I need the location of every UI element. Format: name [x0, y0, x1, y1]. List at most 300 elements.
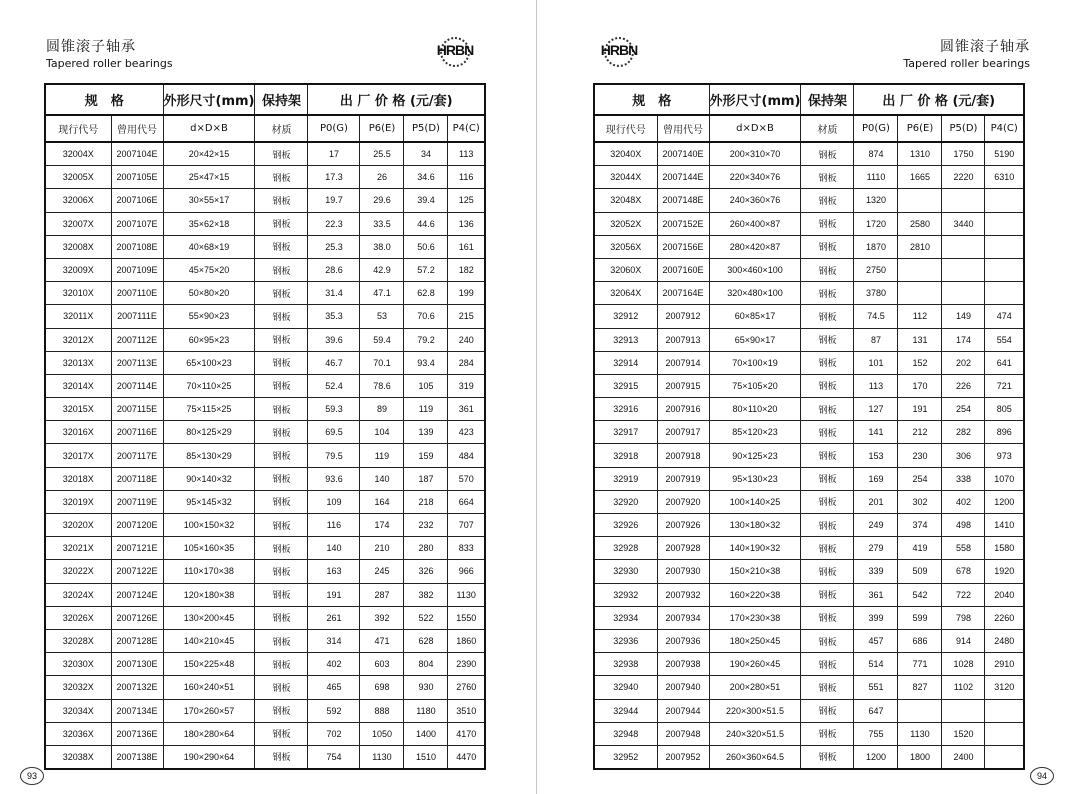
- table-cell: 钢板: [255, 560, 308, 583]
- table-cell: 254: [898, 467, 942, 490]
- table-cell: 1130: [448, 583, 485, 606]
- table-cell: 2007160E: [657, 258, 709, 281]
- table-cell: 32015X: [45, 398, 111, 421]
- header-spec: 规 格: [594, 84, 709, 115]
- table-row: [45, 235, 485, 258]
- table-cell: 25×47×15: [163, 166, 255, 189]
- table-cell: 钢板: [801, 189, 854, 212]
- table-cell: 721: [985, 374, 1024, 397]
- table-cell: 116: [308, 514, 360, 537]
- table-cell: 2220: [942, 166, 985, 189]
- page-title-cn: 圆锥滚子轴承: [46, 39, 136, 55]
- table-cell: 2007116E: [111, 421, 163, 444]
- table-cell: 2007118E: [111, 467, 163, 490]
- table-cell: 218: [404, 490, 448, 513]
- col-old-code: 曾用代号: [111, 115, 163, 142]
- table-cell: 319: [448, 374, 485, 397]
- table-cell: 542: [898, 583, 942, 606]
- table-cell: 50×80×20: [163, 282, 255, 305]
- table-cell: 110×170×38: [163, 560, 255, 583]
- table-row: [594, 514, 1024, 537]
- table-cell: 34.6: [404, 166, 448, 189]
- table-cell: 2580: [898, 212, 942, 235]
- table-row: [594, 189, 1024, 212]
- table-cell: 279: [854, 537, 898, 560]
- table-cell: 32024X: [45, 583, 111, 606]
- table-cell: 32913: [594, 328, 657, 351]
- table-cell: 2007104E: [111, 142, 163, 166]
- table-row: [594, 676, 1024, 699]
- table-cell: 457: [854, 629, 898, 652]
- col-p5: P5(D): [942, 115, 985, 142]
- table-cell: 钢板: [801, 722, 854, 745]
- table-cell: 161: [448, 235, 485, 258]
- table-row: [594, 444, 1024, 467]
- table-cell: 钢板: [255, 653, 308, 676]
- table-cell: 302: [898, 490, 942, 513]
- table-cell: [942, 235, 985, 258]
- table-cell: 32912: [594, 305, 657, 328]
- table-cell: 2040: [985, 583, 1024, 606]
- table-cell: 59.3: [308, 398, 360, 421]
- table-cell: 101: [854, 351, 898, 374]
- table-cell: 39.4: [404, 189, 448, 212]
- table-row: [45, 374, 485, 397]
- table-cell: 32019X: [45, 490, 111, 513]
- table-cell: 32918: [594, 444, 657, 467]
- table-cell: 149: [942, 305, 985, 328]
- table-cell: 798: [942, 606, 985, 629]
- table-cell: 554: [985, 328, 1024, 351]
- col-material: 材质: [255, 115, 308, 142]
- table-cell: 514: [854, 653, 898, 676]
- table-cell: 3120: [985, 676, 1024, 699]
- table-cell: 141: [854, 421, 898, 444]
- table-cell: 1665: [898, 166, 942, 189]
- table-cell: 2810: [898, 235, 942, 258]
- table-row: [594, 653, 1024, 676]
- table-cell: 32928: [594, 537, 657, 560]
- table-cell: 29.6: [360, 189, 404, 212]
- table-cell: 钢板: [801, 629, 854, 652]
- table-cell: 163: [308, 560, 360, 583]
- table-cell: 50.6: [404, 235, 448, 258]
- right-page: [537, 0, 1074, 794]
- table-cell: 833: [448, 537, 485, 560]
- table-cell: 2007109E: [111, 258, 163, 281]
- table-cell: 374: [898, 514, 942, 537]
- table-cell: 32007X: [45, 212, 111, 235]
- table-cell: 32952: [594, 745, 657, 769]
- table-cell: 32920: [594, 490, 657, 513]
- table-cell: 34: [404, 142, 448, 166]
- table-cell: [985, 258, 1024, 281]
- table-cell: 190×260×45: [709, 653, 801, 676]
- table-row: [45, 583, 485, 606]
- table-cell: 2007144E: [657, 166, 709, 189]
- table-cell: 25.5: [360, 142, 404, 166]
- table-cell: 2007934: [657, 606, 709, 629]
- table-cell: 2910: [985, 653, 1024, 676]
- table-cell: 382: [404, 583, 448, 606]
- table-row: [594, 374, 1024, 397]
- table-cell: 75×115×25: [163, 398, 255, 421]
- table-cell: 280×420×87: [709, 235, 801, 258]
- table-cell: 140×190×32: [709, 537, 801, 560]
- table-cell: 170×260×57: [163, 699, 255, 722]
- table-cell: 100×150×32: [163, 514, 255, 537]
- table-cell: 361: [448, 398, 485, 421]
- table-cell: 32948: [594, 722, 657, 745]
- table-cell: 127: [854, 398, 898, 421]
- table-cell: 2007938: [657, 653, 709, 676]
- table-cell: 2007124E: [111, 583, 163, 606]
- table-cell: [942, 258, 985, 281]
- col-current-code: 现行代号: [45, 115, 111, 142]
- table-cell: 140: [360, 467, 404, 490]
- table-cell: 钢板: [801, 467, 854, 490]
- table-row: [594, 560, 1024, 583]
- table-cell: [985, 189, 1024, 212]
- table-cell: 钢板: [255, 745, 308, 769]
- header-spec: 规 格: [45, 84, 163, 115]
- table-row: [45, 606, 485, 629]
- table-cell: 2007111E: [111, 305, 163, 328]
- table-cell: 1800: [898, 745, 942, 769]
- table-row: [45, 166, 485, 189]
- table-cell: 钢板: [255, 374, 308, 397]
- table-cell: 678: [942, 560, 985, 583]
- table-cell: 707: [448, 514, 485, 537]
- table-cell: 32936: [594, 629, 657, 652]
- table-cell: 100×140×25: [709, 490, 801, 513]
- table-cell: 2007932: [657, 583, 709, 606]
- table-cell: [942, 699, 985, 722]
- table-cell: 686: [898, 629, 942, 652]
- header-cage: 保持架: [255, 84, 308, 115]
- table-cell: 2007940: [657, 676, 709, 699]
- table-cell: 1110: [854, 166, 898, 189]
- table-cell: 钢板: [801, 421, 854, 444]
- table-row: [45, 328, 485, 351]
- table-cell: 150×225×48: [163, 653, 255, 676]
- table-cell: 79.2: [404, 328, 448, 351]
- table-cell: 20×42×15: [163, 142, 255, 166]
- table-row: [45, 305, 485, 328]
- table-cell: 2007156E: [657, 235, 709, 258]
- table-cell: 钢板: [255, 189, 308, 212]
- table-cell: 109: [308, 490, 360, 513]
- table-cell: 174: [360, 514, 404, 537]
- table-cell: 282: [942, 421, 985, 444]
- table-cell: 1580: [985, 537, 1024, 560]
- table-row: [45, 514, 485, 537]
- table-cell: 32914: [594, 351, 657, 374]
- table-cell: 钢板: [801, 258, 854, 281]
- table-cell: 89: [360, 398, 404, 421]
- table-cell: 419: [898, 537, 942, 560]
- table-cell: 104: [360, 421, 404, 444]
- table-cell: 120×180×38: [163, 583, 255, 606]
- table-cell: 79.5: [308, 444, 360, 467]
- table-cell: [942, 189, 985, 212]
- table-cell: 874: [854, 142, 898, 166]
- table-cell: 钢板: [801, 351, 854, 374]
- table-cell: 105×160×35: [163, 537, 255, 560]
- table-cell: 1520: [942, 722, 985, 745]
- table-cell: 2400: [942, 745, 985, 769]
- table-cell: 139: [404, 421, 448, 444]
- table-cell: 130×180×32: [709, 514, 801, 537]
- table-row: [45, 398, 485, 421]
- table-cell: 钢板: [801, 606, 854, 629]
- table-cell: 32038X: [45, 745, 111, 769]
- table-cell: 25.3: [308, 235, 360, 258]
- table-cell: 44.6: [404, 212, 448, 235]
- table-cell: 498: [942, 514, 985, 537]
- table-cell: 647: [854, 699, 898, 722]
- table-row: [594, 258, 1024, 281]
- table-cell: 59.4: [360, 328, 404, 351]
- table-cell: 32036X: [45, 722, 111, 745]
- table-cell: 210: [360, 537, 404, 560]
- table-cell: 钢板: [801, 444, 854, 467]
- table-cell: 2007136E: [111, 722, 163, 745]
- table-cell: 119: [404, 398, 448, 421]
- table-cell: 2390: [448, 653, 485, 676]
- table-cell: 钢板: [801, 745, 854, 769]
- table-cell: [898, 282, 942, 305]
- table-cell: 140: [308, 537, 360, 560]
- table-cell: [985, 699, 1024, 722]
- table-cell: 314: [308, 629, 360, 652]
- table-cell: 钢板: [255, 676, 308, 699]
- col-p0: P0(G): [308, 115, 360, 142]
- table-cell: 32060X: [594, 258, 657, 281]
- table-cell: 22.3: [308, 212, 360, 235]
- table-cell: 35×62×18: [163, 212, 255, 235]
- table-cell: 80×125×29: [163, 421, 255, 444]
- table-cell: 2007936: [657, 629, 709, 652]
- table-cell: 2007128E: [111, 629, 163, 652]
- table-cell: 钢板: [255, 305, 308, 328]
- header-dimensions: 外形尺寸(mm): [163, 84, 255, 115]
- hrbn-logo: [431, 36, 479, 68]
- table-cell: 1720: [854, 212, 898, 235]
- col-dxdxb: d×D×B: [709, 115, 801, 142]
- table-cell: 170: [898, 374, 942, 397]
- header-dimensions: 外形尺寸(mm): [709, 84, 801, 115]
- table-cell: [985, 282, 1024, 305]
- table-cell: 170×230×38: [709, 606, 801, 629]
- table-cell: 2480: [985, 629, 1024, 652]
- table-body: [594, 142, 1024, 769]
- table-row: [45, 629, 485, 652]
- table-cell: 钢板: [801, 560, 854, 583]
- table-cell: 755: [854, 722, 898, 745]
- table-cell: 33.5: [360, 212, 404, 235]
- table-cell: 1130: [360, 745, 404, 769]
- table-cell: 钢板: [255, 258, 308, 281]
- table-cell: [898, 258, 942, 281]
- table-cell: 42.9: [360, 258, 404, 281]
- table-cell: 200×280×51: [709, 676, 801, 699]
- table-cell: 160×220×38: [709, 583, 801, 606]
- table-cell: 2007122E: [111, 560, 163, 583]
- table-cell: 钢板: [255, 166, 308, 189]
- table-row: [594, 328, 1024, 351]
- table-row: [45, 699, 485, 722]
- table-cell: 40×68×19: [163, 235, 255, 258]
- table-cell: 17: [308, 142, 360, 166]
- table-body: [45, 142, 485, 769]
- table-cell: 53: [360, 305, 404, 328]
- table-cell: 570: [448, 467, 485, 490]
- table-cell: 1028: [942, 653, 985, 676]
- table-row: [594, 305, 1024, 328]
- table-cell: 钢板: [255, 421, 308, 444]
- table-cell: 17.3: [308, 166, 360, 189]
- table-cell: 钢板: [801, 514, 854, 537]
- table-cell: 119: [360, 444, 404, 467]
- table-cell: 2007140E: [657, 142, 709, 166]
- table-cell: 702: [308, 722, 360, 745]
- table-cell: 32919: [594, 467, 657, 490]
- table-cell: 90×125×23: [709, 444, 801, 467]
- table-cell: 973: [985, 444, 1024, 467]
- table-cell: 95×145×32: [163, 490, 255, 513]
- table-row: [594, 467, 1024, 490]
- table-cell: 32926: [594, 514, 657, 537]
- table-cell: 2007928: [657, 537, 709, 560]
- table-cell: 805: [985, 398, 1024, 421]
- table-cell: 2007152E: [657, 212, 709, 235]
- table-cell: 896: [985, 421, 1024, 444]
- table-cell: 3510: [448, 699, 485, 722]
- table-cell: 32032X: [45, 676, 111, 699]
- table-cell: 2260: [985, 606, 1024, 629]
- header-cage: 保持架: [801, 84, 854, 115]
- table-cell: 2007916: [657, 398, 709, 421]
- table-cell: 474: [985, 305, 1024, 328]
- table-cell: 402: [308, 653, 360, 676]
- table-cell: 钢板: [801, 583, 854, 606]
- table-cell: 32010X: [45, 282, 111, 305]
- table-cell: 771: [898, 653, 942, 676]
- table-row: [45, 653, 485, 676]
- table-cell: 32916: [594, 398, 657, 421]
- table-cell: 220×340×76: [709, 166, 801, 189]
- table-cell: 827: [898, 676, 942, 699]
- table-cell: 804: [404, 653, 448, 676]
- col-material: 材质: [801, 115, 854, 142]
- table-cell: 钢板: [255, 490, 308, 513]
- table-cell: 280: [404, 537, 448, 560]
- table-row: [45, 490, 485, 513]
- table-cell: 2007114E: [111, 374, 163, 397]
- table-cell: 174: [942, 328, 985, 351]
- table-cell: 592: [308, 699, 360, 722]
- table-row: [45, 189, 485, 212]
- table-cell: 1860: [448, 629, 485, 652]
- table-row: [594, 398, 1024, 421]
- table-cell: 85×130×29: [163, 444, 255, 467]
- col-p4: P4(C): [448, 115, 485, 142]
- table-cell: 90×140×32: [163, 467, 255, 490]
- table-cell: 240×320×51.5: [709, 722, 801, 745]
- table-cell: 2007138E: [111, 745, 163, 769]
- table-cell: 2007915: [657, 374, 709, 397]
- table-cell: 2007919: [657, 467, 709, 490]
- table-cell: 钢板: [801, 653, 854, 676]
- table-cell: 169: [854, 467, 898, 490]
- table-cell: 32048X: [594, 189, 657, 212]
- table-cell: 287: [360, 583, 404, 606]
- table-cell: 2007132E: [111, 676, 163, 699]
- table-row: [594, 537, 1024, 560]
- table-row: [594, 745, 1024, 769]
- table-cell: 32016X: [45, 421, 111, 444]
- page-number: 94: [1030, 767, 1054, 785]
- table-cell: 钢板: [801, 676, 854, 699]
- table-cell: 32044X: [594, 166, 657, 189]
- table-cell: 钢板: [801, 699, 854, 722]
- table-cell: 1400: [404, 722, 448, 745]
- table-cell: 钢板: [255, 235, 308, 258]
- table-cell: 2760: [448, 676, 485, 699]
- table-cell: 钢板: [801, 328, 854, 351]
- table-cell: 46.7: [308, 351, 360, 374]
- table-cell: 136: [448, 212, 485, 235]
- table-cell: 32944: [594, 699, 657, 722]
- table-cell: 232: [404, 514, 448, 537]
- table-cell: 966: [448, 560, 485, 583]
- table-cell: 钢板: [255, 282, 308, 305]
- table-cell: 55×90×23: [163, 305, 255, 328]
- table-cell: 1200: [854, 745, 898, 769]
- table-cell: 1920: [985, 560, 1024, 583]
- table-cell: 31.4: [308, 282, 360, 305]
- table-row: [45, 282, 485, 305]
- table-cell: 664: [448, 490, 485, 513]
- table-cell: 32915: [594, 374, 657, 397]
- table-cell: 260×360×64.5: [709, 745, 801, 769]
- table-cell: 105: [404, 374, 448, 397]
- table-cell: 300×460×100: [709, 258, 801, 281]
- table-row: [594, 421, 1024, 444]
- table-cell: 28.6: [308, 258, 360, 281]
- table-cell: 261: [308, 606, 360, 629]
- table-cell: 1070: [985, 467, 1024, 490]
- table-row: [594, 606, 1024, 629]
- col-p6: P6(E): [360, 115, 404, 142]
- table-cell: 32020X: [45, 514, 111, 537]
- table-cell: 80×110×20: [709, 398, 801, 421]
- table-cell: 钢板: [255, 514, 308, 537]
- table-row: [594, 699, 1024, 722]
- table-cell: 1102: [942, 676, 985, 699]
- table-cell: 180×280×64: [163, 722, 255, 745]
- table-cell: 1130: [898, 722, 942, 745]
- table-cell: 32940: [594, 676, 657, 699]
- table-row: [45, 444, 485, 467]
- table-cell: [898, 189, 942, 212]
- table-cell: 2007126E: [111, 606, 163, 629]
- table-cell: 465: [308, 676, 360, 699]
- table-cell: [985, 745, 1024, 769]
- table-cell: 260×400×87: [709, 212, 801, 235]
- table-cell: 钢板: [801, 142, 854, 166]
